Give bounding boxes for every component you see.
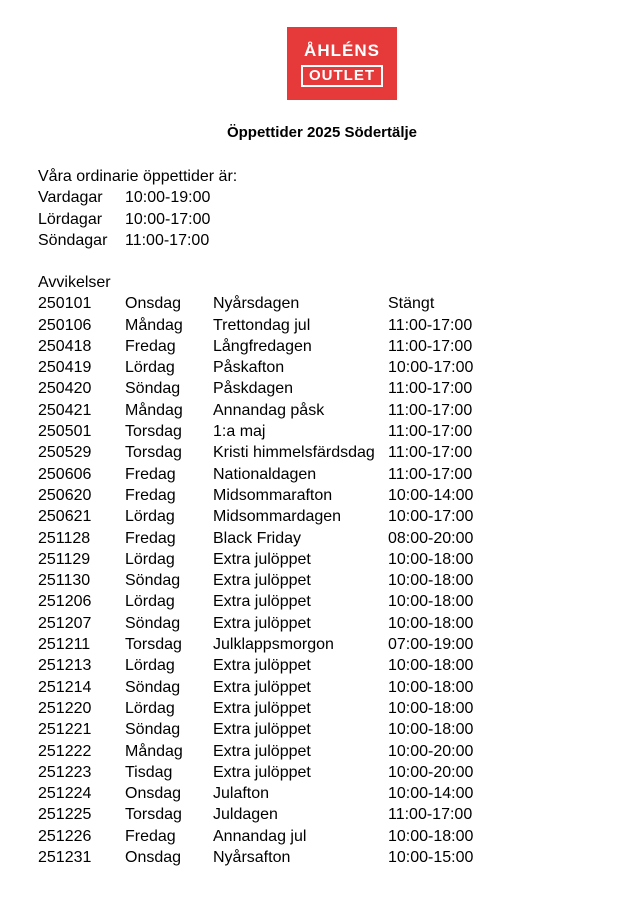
deviation-date: 251231 (38, 849, 92, 867)
deviation-date: 250419 (38, 359, 92, 377)
deviation-occasion: Julklappsmorgon (213, 636, 334, 654)
table-row (38, 741, 473, 762)
deviation-hours: 10:00-20:00 (388, 763, 474, 781)
deviation-weekday: Lördag (125, 359, 175, 377)
deviation-occasion: Annandag jul (213, 827, 307, 845)
deviation-date: 251129 (38, 550, 91, 568)
deviation-hours: 10:00-18:00 (388, 699, 474, 717)
deviation-occasion: Extra julöppet (213, 699, 311, 717)
deviation-occasion: Påskdagen (213, 380, 294, 398)
deviation-date: 251206 (38, 593, 92, 611)
table-row (38, 613, 473, 634)
table-row (38, 719, 473, 740)
deviation-hours: 10:00-17:00 (388, 359, 474, 377)
deviation-hours: 07:00-19:00 (388, 636, 474, 654)
deviation-hours: 10:00-18:00 (388, 572, 474, 590)
deviation-hours: 10:00-18:00 (388, 678, 474, 696)
table-row (38, 634, 473, 655)
table-row (38, 677, 473, 698)
deviation-weekday: Onsdag (125, 849, 182, 867)
deviation-weekday: Torsdag (125, 636, 182, 654)
deviation-date: 250106 (38, 316, 92, 334)
deviation-date: 251211 (38, 636, 91, 654)
table-row (38, 485, 473, 506)
table-row (38, 378, 473, 399)
ordinary-hours (38, 166, 237, 251)
deviation-weekday: Onsdag (125, 295, 182, 313)
deviation-weekday: Lördag (125, 550, 175, 568)
ordinary-hours-list (38, 187, 237, 251)
deviation-occasion: Extra julöppet (213, 593, 311, 611)
ordinary-hours-row (38, 187, 237, 208)
deviation-weekday: Tisdag (125, 763, 173, 781)
deviation-hours: 10:00-14:00 (388, 785, 474, 803)
deviation-hours: 11:00-17:00 (388, 444, 473, 462)
deviation-date: 251223 (38, 763, 92, 781)
deviation-hours: 11:00-17:00 (388, 806, 473, 824)
deviation-date: 250606 (38, 465, 92, 483)
ordinary-day: Vardagar (38, 189, 103, 207)
deviation-weekday: Fredag (125, 486, 176, 504)
ordinary-day: Lördagar (38, 210, 103, 228)
page-title: Öppettider 2025 Södertälje (226, 124, 418, 141)
deviation-occasion: Kristi himmelsfärdsdag (213, 444, 375, 462)
ordinary-hours-row (38, 209, 237, 230)
deviation-hours: 11:00-17:00 (388, 380, 473, 398)
deviation-occasion: Extra julöppet (213, 678, 311, 696)
deviation-hours: Stängt (388, 295, 435, 313)
table-row (38, 570, 473, 591)
deviation-hours: 10:00-18:00 (388, 721, 474, 739)
deviation-occasion: Extra julöppet (213, 550, 311, 568)
deviation-date: 250421 (38, 401, 92, 419)
table-row (38, 293, 473, 314)
deviation-hours: 10:00-15:00 (388, 849, 474, 867)
deviation-hours: 10:00-14:00 (388, 486, 474, 504)
deviation-hours: 10:00-18:00 (388, 614, 474, 632)
deviation-date: 250420 (38, 380, 92, 398)
deviation-occasion: Extra julöppet (213, 721, 311, 739)
deviation-occasion: Extra julöppet (213, 572, 311, 590)
deviation-hours: 10:00-18:00 (388, 593, 474, 611)
deviation-occasion: Julafton (213, 785, 270, 803)
deviation-date: 250621 (38, 508, 92, 526)
table-row (38, 847, 473, 868)
deviation-occasion: 1:a maj (213, 423, 266, 441)
deviation-weekday: Söndag (125, 380, 181, 398)
deviation-hours: 10:00-17:00 (388, 508, 474, 526)
deviation-weekday: Söndag (125, 614, 181, 632)
deviation-occasion: Nyårsdagen (213, 295, 300, 313)
deviation-hours: 10:00-18:00 (388, 827, 474, 845)
table-row (38, 528, 473, 549)
deviation-weekday: Lördag (125, 508, 175, 526)
deviation-hours: 10:00-18:00 (388, 550, 474, 568)
deviations-heading: Avvikelser (38, 274, 111, 291)
ordinary-hours-value: 11:00-17:00 (125, 231, 210, 249)
deviation-weekday: Torsdag (125, 423, 182, 441)
table-row (38, 591, 473, 612)
deviation-date: 251220 (38, 699, 92, 717)
deviation-date: 251224 (38, 785, 92, 803)
deviation-date: 251207 (38, 614, 92, 632)
logo-brand-text: ÅHLÉNS (304, 40, 380, 60)
deviation-occasion: Midsommardagen (213, 508, 342, 526)
table-row (38, 442, 473, 463)
deviation-date: 251221 (38, 721, 92, 739)
deviation-weekday: Måndag (125, 316, 183, 334)
deviation-date: 251214 (38, 678, 92, 696)
deviation-date: 251226 (38, 827, 92, 845)
deviation-occasion: Långfredagen (213, 337, 312, 355)
deviation-hours: 11:00-17:00 (388, 337, 473, 355)
deviation-weekday: Onsdag (125, 785, 182, 803)
deviation-date: 250501 (38, 423, 92, 441)
deviations-table (38, 293, 473, 868)
table-row (38, 549, 473, 570)
deviation-hours: 11:00-17:00 (388, 423, 473, 441)
ordinary-hours-value: 10:00-17:00 (125, 210, 211, 228)
deviation-date: 250529 (38, 444, 92, 462)
deviation-weekday: Söndag (125, 572, 181, 590)
deviation-weekday: Lördag (125, 699, 175, 717)
deviation-date: 251213 (38, 657, 92, 675)
deviation-occasion: Trettondag jul (213, 316, 311, 334)
table-row (38, 804, 473, 825)
deviation-date: 250101 (38, 295, 92, 313)
deviation-weekday: Måndag (125, 742, 183, 760)
table-row (38, 826, 473, 847)
deviation-occasion: Extra julöppet (213, 742, 311, 760)
deviation-hours: 10:00-18:00 (388, 657, 474, 675)
table-row (38, 315, 473, 336)
deviation-occasion: Extra julöppet (213, 763, 311, 781)
deviation-hours: 11:00-17:00 (388, 316, 473, 334)
deviation-occasion: Extra julöppet (213, 657, 311, 675)
deviation-date: 250620 (38, 486, 92, 504)
deviation-weekday: Fredag (125, 529, 176, 547)
deviation-weekday: Söndag (125, 678, 181, 696)
deviation-weekday: Torsdag (125, 806, 182, 824)
ordinary-day: Söndagar (38, 231, 108, 249)
deviation-weekday: Fredag (125, 465, 176, 483)
deviation-date: 250418 (38, 337, 92, 355)
deviation-date: 251128 (38, 529, 91, 547)
deviation-occasion: Black Friday (213, 529, 302, 547)
deviation-occasion: Annandag påsk (213, 401, 325, 419)
ordinary-hours-value: 10:00-19:00 (125, 189, 211, 207)
deviation-weekday: Lördag (125, 657, 175, 675)
table-row (38, 506, 473, 527)
ahlens-outlet-logo (287, 27, 397, 100)
table-row (38, 421, 473, 442)
table-row (38, 783, 473, 804)
deviation-occasion: Nyårsafton (213, 849, 291, 867)
deviations (38, 272, 473, 868)
deviation-weekday: Lördag (125, 593, 175, 611)
deviation-hours: 11:00-17:00 (388, 401, 473, 419)
deviation-weekday: Torsdag (125, 444, 182, 462)
deviation-occasion: Påskafton (213, 359, 285, 377)
deviation-weekday: Fredag (125, 337, 176, 355)
deviation-date: 251130 (38, 572, 91, 590)
deviation-occasion: Juldagen (213, 806, 278, 824)
deviation-date: 251222 (38, 742, 92, 760)
deviation-weekday: Söndag (125, 721, 181, 739)
deviation-hours: 08:00-20:00 (388, 529, 474, 547)
deviation-weekday: Måndag (125, 401, 183, 419)
deviation-hours: 11:00-17:00 (388, 465, 473, 483)
ordinary-hours-row (38, 230, 237, 251)
table-row (38, 698, 473, 719)
ordinary-hours-heading: Våra ordinarie öppettider är: (38, 168, 238, 185)
table-row (38, 400, 473, 421)
deviation-occasion: Midsommarafton (213, 486, 333, 504)
deviation-occasion: Nationaldagen (213, 465, 317, 483)
table-row (38, 357, 473, 378)
deviation-date: 251225 (38, 806, 92, 824)
deviation-occasion: Extra julöppet (213, 614, 311, 632)
logo-outlet-text: OUTLET (301, 65, 383, 87)
table-row (38, 655, 473, 676)
deviation-hours: 10:00-20:00 (388, 742, 474, 760)
table-row (38, 336, 473, 357)
table-row (38, 762, 473, 783)
deviation-weekday: Fredag (125, 827, 176, 845)
table-row (38, 464, 473, 485)
